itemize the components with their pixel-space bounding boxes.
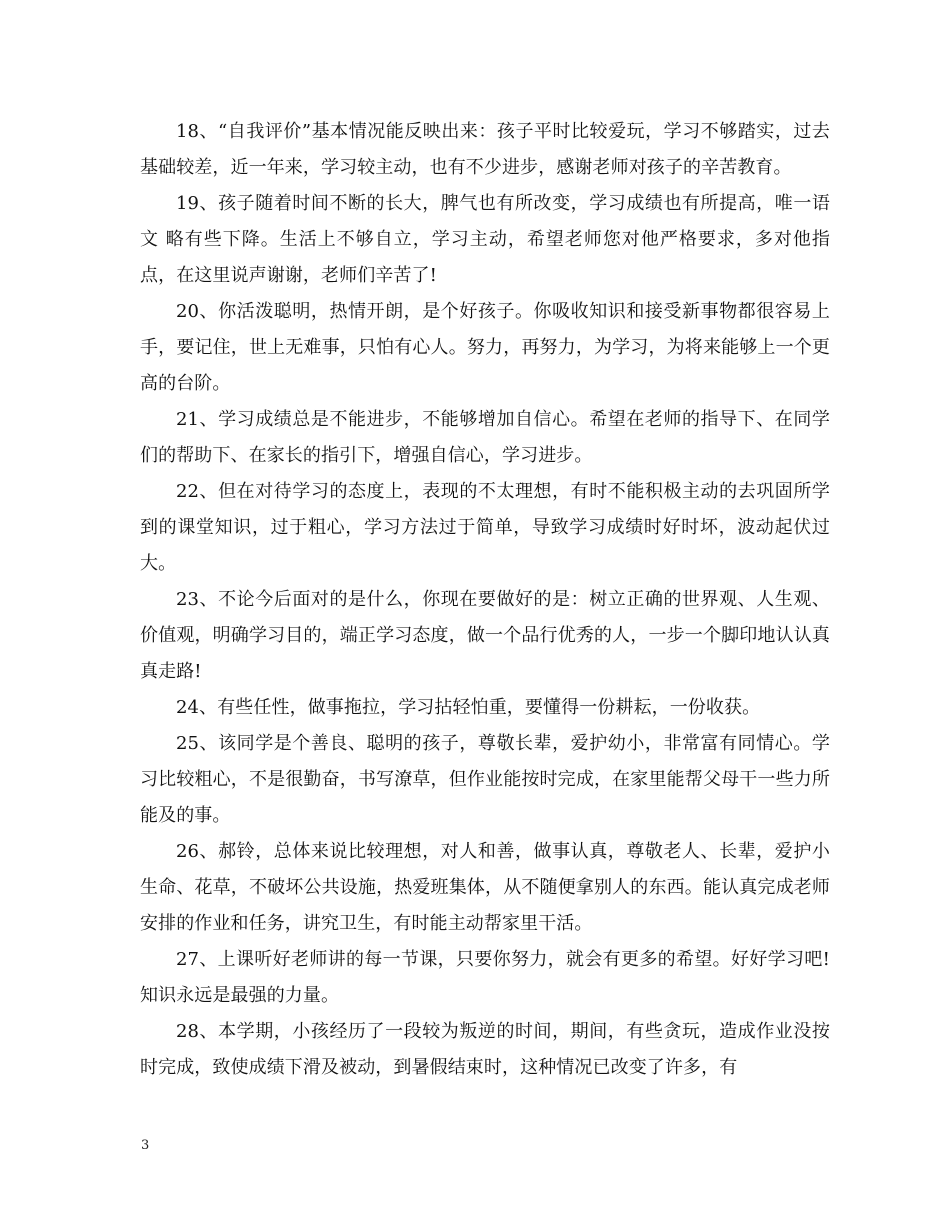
paragraph-23: 23、不论今后面对的是什么，你现在要做好的是：树立正确的世界观、人生观、价值观，明确学习目的，端正学习态度，做一个品行优秀的人，一步一个脚印地认认真真走路! [140, 589, 830, 682]
paragraph-22: 22、但在对待学习的态度上，表现的不太理想，有时不能积极主动的去巩固所学到的课堂知识，过于粗心，学习方法过于简单，导致学习成绩时好时坏，波动起伏过大。 [140, 481, 830, 574]
paragraph-21: 21、学习成绩总是不能进步，不能够增加自信心。希望在老师的指导下、在同学们的帮助下、在家长的指引下，增强自信心，学习进步。 [140, 409, 830, 466]
paragraph-18: 18、“自我评价”基本情况能反映出来：孩子平时比较爱玩，学习不够踏实，过去基础较差，近一年来，学习较主动，也有不少进步，感谢老师对孩子的辛苦教育。 [140, 121, 830, 178]
paragraph-24: 24、有些任性，做事拖拉，学习拈轻怕重，要懂得一份耕耘，一份收获。 [176, 697, 761, 718]
document-body [140, 114, 830, 1086]
paragraph-28: 28、本学期，小孩经历了一段较为叛逆的时间，期间，有些贪玩，造成作业没按时完成，致使成绩下滑及被动，到暑假结束时，这种情况已改变了许多，有 [140, 1021, 830, 1078]
page-number: 3 [141, 1138, 150, 1153]
paragraph-25: 25、该同学是个善良、聪明的孩子，尊敬长辈，爱护幼小，非常富有同情心。学习比较粗心，不是很勤奋，书写潦草，但作业能按时完成，在家里能帮父母干一些力所能及的事。 [140, 733, 830, 826]
paragraph-27: 27、上课听好老师讲的每一节课，只要你努力，就会有更多的希望。好好学习吧!知识永远是最强的力量。 [140, 949, 830, 1006]
paragraph-19: 19、孩子随着时间不断的长大，脾气也有所改变，学习成绩也有所提高，唯一语文 略有些下降。生活上不够自立，学习主动，希望老师您对他严格要求，多对他指点，在这里说声谢谢，老师们辛苦了! [140, 193, 830, 286]
paragraph-26: 26、郝铃，总体来说比较理想，对人和善，做事认真，尊敬老人、长辈，爱护小生命、花草，不破坏公共设施，热爱班集体，从不随便拿别人的东西。能认真完成老师安排的作业和任务，讲究卫生，有时能主动帮家里干活。 [140, 841, 830, 934]
paragraph-20: 20、你活泼聪明，热情开朗，是个好孩子。你吸收知识和接受新事物都很容易上手，要记住，世上无难事，只怕有心人。努力，再努力，为学习，为将来能够上一个更高的台阶。 [140, 301, 830, 394]
